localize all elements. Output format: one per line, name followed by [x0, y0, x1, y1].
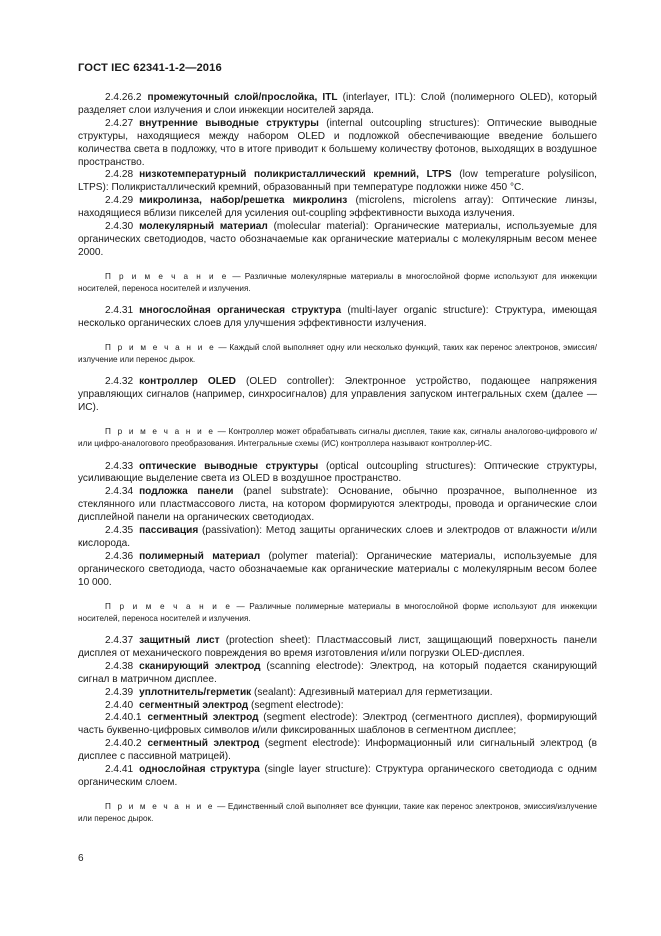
term-number: 2.4.38: [105, 660, 134, 672]
note-label: П р и м е ч а н и е: [105, 801, 215, 811]
term-entry: [78, 221, 597, 260]
note-dash: —: [231, 601, 250, 611]
term-definition: (microlens, microlens array): Оптические линзы, находящиеся вблизи пикселей для усиления out-coupling эффективности выхода излучения.: [78, 195, 597, 220]
term-name: сегментный электрод: [147, 712, 259, 724]
term-definition: (segment electrode): Электрод (сегментного дисплея), формирующий часть буквенно-цифровых символов и/или фиксированных шаблонов в сегментном дисплее;: [78, 712, 597, 737]
term-entry: [78, 195, 597, 221]
note-paragraph: [78, 801, 597, 825]
term-name: многослойная органическая структура: [139, 305, 342, 317]
term-definition: (internal outcoupling structures): Оптические выводные структуры, находящиеся между набором OLED и подложкой обеспечивающие введение большего количества света в подложку, что в итоге приводит к большему количеству фотонов, выходящих в воздушное пространство.: [78, 117, 597, 168]
term-name: оптические выводные структуры: [139, 460, 319, 472]
term-name: микролинза, набор/решетка микролинз: [139, 195, 348, 207]
term-number: 2.4.29: [105, 195, 134, 207]
note-text: Различные полимерные материалы в многослойной форме используют для инжекции носителей, переноса носителей и излучения.: [78, 601, 597, 623]
term-definition: (scanning electrode): Электрод, на который подается сканирующий сигнал в матричном дисплее.: [78, 660, 597, 685]
term-number: 2.4.37: [105, 635, 134, 646]
note-text: Различные молекулярные материалы в многослойной форме используют для инжекции носителей, переноса носителей и излучения.: [78, 271, 597, 293]
term-name: пассивация: [139, 525, 199, 537]
term-number: 2.4.40.1: [105, 712, 142, 724]
term-definition: (optical outcoupling structures): Оптические структуры, усиливающие выделение света из OLED в воздушное пространство.: [78, 460, 597, 485]
page-number: 6: [78, 853, 84, 864]
term-name: полимерный материал: [139, 550, 261, 562]
note-paragraph: [78, 426, 597, 450]
term-entry: [78, 305, 597, 331]
term-definition: (molecular material): Органические материалы, используемые для органических светодиодов, часто обозначаемые как органические материалы с молекулярным весом менее 2000.: [78, 221, 597, 258]
term-entry: [78, 118, 597, 170]
term-definition: (passivation): Метод защиты органических слоев и электродов от влажности и/или кислорода.: [78, 525, 597, 549]
term-entry: [78, 738, 597, 764]
note-dash: —: [214, 801, 228, 811]
term-definition: (OLED controller): Электронное устройство, подающее напряжения управляющих сигналов (например, синхросигналов) для управления запуском интегральных схем (далее — ИС).: [78, 376, 597, 414]
term-name: сегментный электрод: [139, 699, 249, 711]
term-entry: [78, 376, 597, 415]
note-dash: —: [228, 271, 245, 281]
term-name: промежуточный слой/прослойка, ITL: [147, 92, 338, 103]
note-label: П р и м е ч а н и е: [105, 427, 215, 437]
term-entry: [78, 461, 597, 487]
term-definition: (sealant): Адгезивный материал для герметизации.: [251, 686, 493, 698]
term-number: 2.4.40.2: [105, 738, 142, 750]
term-definition: (multi-layer organic structure): Структура, имеющая несколько органических слоев для улучшения эффективности излучения.: [78, 305, 597, 330]
term-entry: [78, 687, 597, 700]
term-number: 2.4.32: [105, 376, 134, 388]
term-name: сегментный электрод: [147, 738, 260, 750]
term-entry: [78, 525, 597, 551]
term-number: 2.4.34: [105, 486, 134, 498]
note-paragraph: [78, 342, 597, 366]
term-number: 2.4.35: [105, 525, 134, 537]
term-number: 2.4.40: [105, 699, 134, 711]
term-definition: (segment electrode):: [248, 699, 344, 711]
term-name: контроллер OLED: [139, 376, 236, 388]
term-entry: [78, 700, 597, 713]
note-label: П р и м е ч а н и е: [105, 343, 216, 352]
term-entry: [78, 551, 597, 590]
term-name: сканирующий электрод: [139, 660, 261, 672]
term-number: 2.4.30: [105, 221, 134, 233]
term-entry: [78, 486, 597, 525]
term-name: внутренние выводные структуры: [139, 117, 319, 129]
term-number: 2.4.27: [105, 117, 134, 129]
document-header: ГОСТ IEC 62341-1-2—2016: [78, 62, 222, 74]
note-label: П р и м е ч а н и е: [105, 601, 232, 611]
term-number: 2.4.39: [105, 686, 134, 698]
note-text: Единственный слой выполняет все функции, такие как перенос электронов, эмиссия/излучение или перенос дырок.: [78, 801, 597, 824]
term-definition: (segment electrode): Информационный или сигнальный электрод (в дисплее с пассивной матрицей).: [78, 738, 597, 763]
term-entry: [78, 661, 597, 687]
term-definition: (low temperature polysilicon, LTPS): Поликристаллический кремний, образованный при температуре подложки ниже 450 °С.: [78, 169, 597, 194]
note-paragraph: [78, 271, 597, 295]
term-name: защитный лист: [139, 635, 220, 646]
note-dash: —: [214, 427, 229, 437]
term-entry: [78, 635, 597, 661]
term-name: однослойная структура: [139, 764, 260, 776]
term-number: 2.4.28: [105, 169, 134, 181]
term-definition: (interlayer, ITL): Слой (полимерного OLED), который разделяет слои излучения и слои инжекции носителей заряда.: [78, 92, 598, 116]
term-definition: (single layer structure): Структура органического светодиода с одним органическим слоем.: [78, 764, 597, 788]
note-paragraph: [78, 601, 597, 625]
note-dash: —: [215, 343, 230, 352]
terms-list: [78, 92, 597, 825]
term-entry: [78, 92, 597, 118]
term-entry: [78, 764, 597, 790]
term-definition: (protection sheet): Пластмассовый лист, защищающий поверхность панели дисплея от механического повреждения во время изготовления и/или погрузки OLED-дисплея.: [78, 635, 597, 659]
term-entry: [78, 169, 597, 195]
term-number: 2.4.41: [105, 764, 134, 776]
note-label: П р и м е ч а н и е: [105, 271, 229, 281]
term-definition: (panel substrate): Основание, обычно прозрачное, выполненное из стеклянного или пластмассового листа, на котором формируются электроды, провода и органические слои дисплейной панели на органических светодиодах.: [78, 486, 597, 524]
term-number: 2.4.33: [105, 460, 134, 472]
term-name: подложка панели: [139, 486, 234, 498]
note-text: Каждый слой выполняет одну или несколько функций, таких как перенос электронов, эмиссия/излучение или перенос дырок.: [78, 343, 597, 365]
term-number: 2.4.31: [105, 305, 134, 317]
note-text: Контроллер может обрабатывать сигналы дисплея, такие как, сигналы аналогово-цифрового и/или цифро-аналогового преобразования. Интегральные схемы (ИС) контроллера называют контроллер-ИС.: [78, 427, 597, 449]
term-name: уплотнитель/герметик: [139, 686, 252, 698]
term-definition: (polymer material): Органические материалы, используемые для органического светодиода, часто обозначаемые как органические материалы с молекулярным весом более 10 000.: [78, 550, 597, 588]
term-number: 2.4.26.2: [105, 92, 142, 103]
term-name: молекулярный материал: [139, 221, 268, 233]
term-entry: [78, 712, 597, 738]
term-name: низкотемпературный поликристаллический кремний, LTPS: [139, 169, 452, 181]
term-number: 2.4.36: [105, 550, 134, 562]
